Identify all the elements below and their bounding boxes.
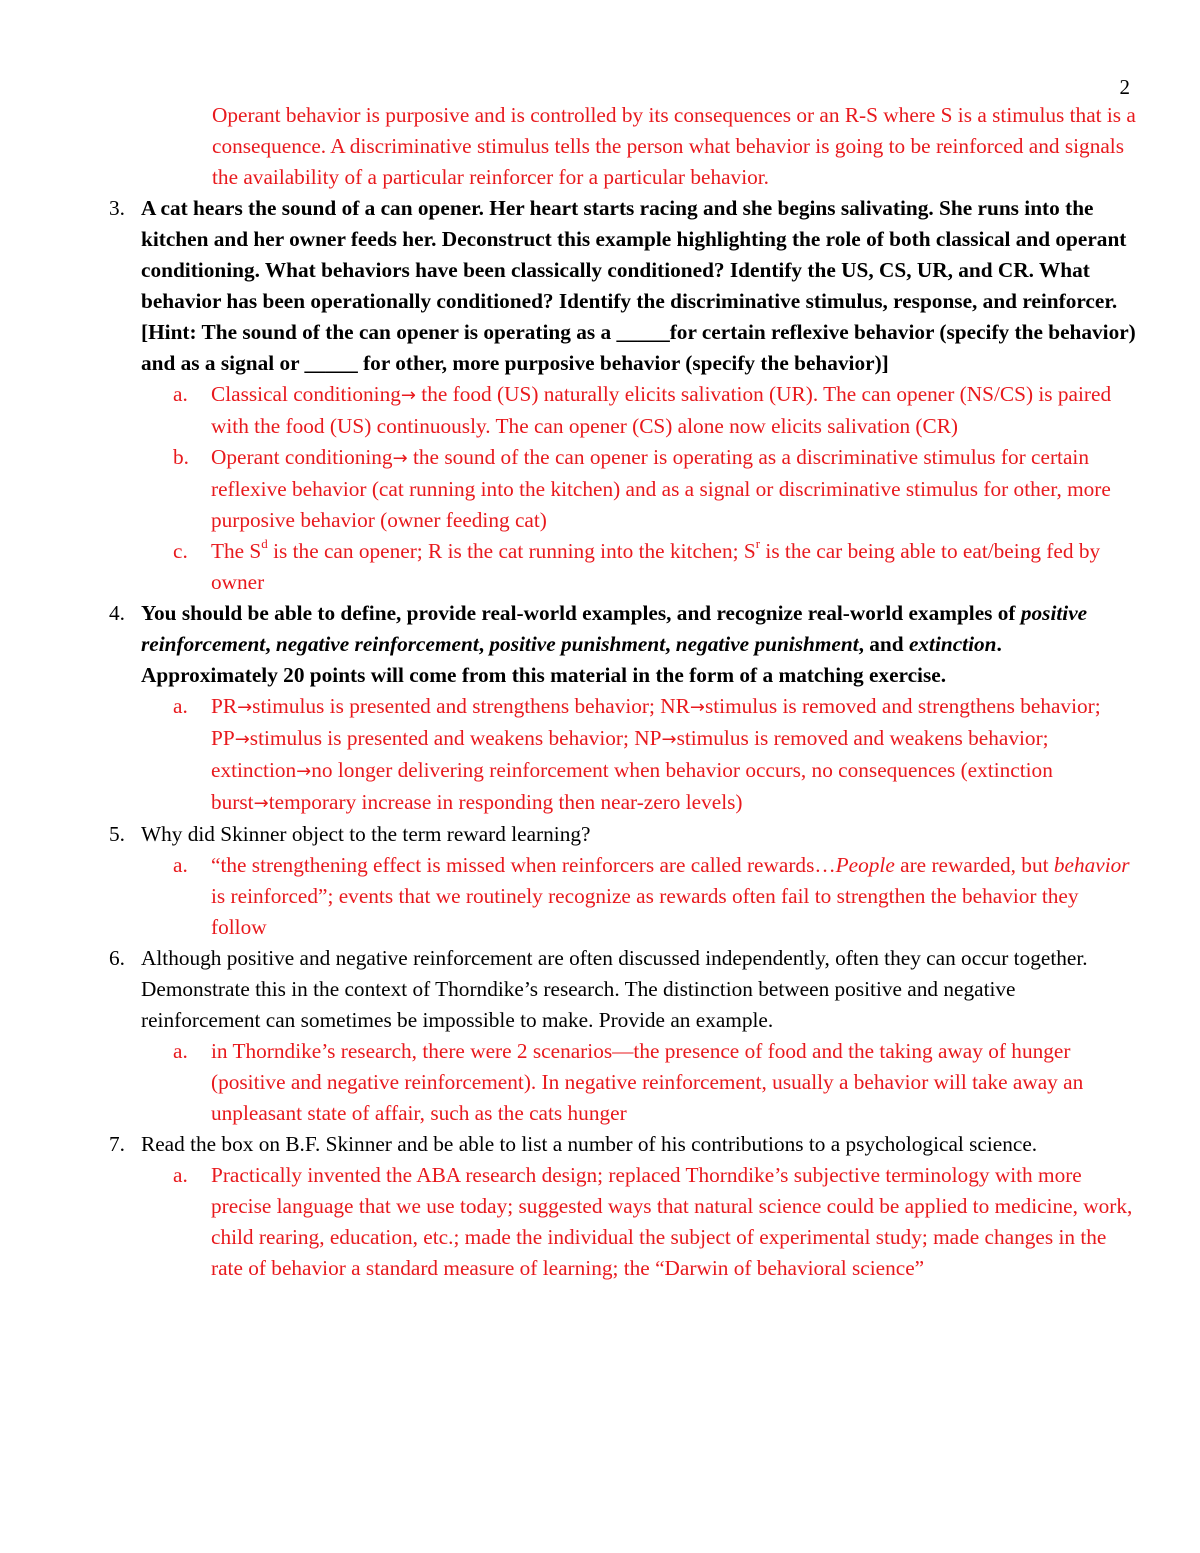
arrow-right-icon: → bbox=[253, 793, 269, 814]
answer-3c bbox=[98, 536, 1138, 598]
answer-text: temporary increase in responding then near-zero levels) bbox=[268, 790, 743, 814]
separator: , bbox=[265, 632, 276, 656]
superscript: r bbox=[755, 535, 761, 551]
separator: , bbox=[478, 632, 490, 656]
term: extinction bbox=[908, 632, 997, 656]
separator: , bbox=[665, 632, 676, 656]
answer-text: stimulus is removed and weakens behavior; extinction bbox=[211, 726, 1049, 782]
separator: , and bbox=[858, 632, 909, 656]
question-number: 3. bbox=[109, 196, 125, 220]
question-text: . Approximately 20 points will come from this material in the form of a matching exercise. bbox=[141, 632, 1002, 687]
answer-text: is the car being able to eat/being fed by owner bbox=[211, 539, 1101, 594]
answer-letter: a. bbox=[173, 1163, 188, 1187]
answer-text: is the can opener; R is the cat running into the kitchen; S bbox=[267, 539, 756, 563]
answer-3b bbox=[98, 442, 1138, 536]
emphasis: behavior bbox=[1053, 853, 1130, 877]
question-number: 7. bbox=[109, 1132, 125, 1156]
answer-text: no longer delivering reinforcement when behavior occurs, no consequences (extinction burst bbox=[211, 758, 1053, 814]
document-content bbox=[98, 100, 1138, 1284]
question-text: A cat hears the sound of a can opener. Her heart starts racing and she begins salivating. She runs into the kitchen and her owner feeds her. Deconstruct this example highlighting the role of both classical and operant conditioning. What behaviors have been classically conditioned? Identify the US, CS, UR, and CR. What behavior has been operationally conditioned? Identify the discriminative stimulus, response, and reinforcer. [Hint: The sound of the can opener is operating as a _____for certain reflexive behavior (specify the behavior) and as a signal or _____ for other, more purposive behavior (specify the behavior)] bbox=[141, 196, 1136, 375]
question-text: Read the box on B.F. Skinner and be able to list a number of his contributions to a psychological science. bbox=[141, 1132, 1038, 1156]
answer-letter: a. bbox=[173, 694, 188, 718]
question-text: Although positive and negative reinforcement are often discussed independently, often they can occur together. Demonstrate this in the context of Thorndike’s research. The distinction between positive and negative reinforcement can sometimes be impossible to make. Provide an example. bbox=[141, 946, 1088, 1032]
answer-letter: a. bbox=[173, 382, 188, 406]
term: negative reinforcement bbox=[275, 632, 479, 656]
answer-4a bbox=[98, 691, 1138, 819]
answer-7a bbox=[98, 1160, 1138, 1284]
question-number: 6. bbox=[109, 946, 125, 970]
term: positive reinforcement bbox=[141, 601, 1088, 656]
question-number: 4. bbox=[109, 601, 125, 625]
term: negative punishment bbox=[675, 632, 859, 656]
answer-text: in Thorndike’s research, there were 2 scenarios—the presence of food and the taking away of hunger (positive and negative reinforcement). In negative reinforcement, usually a behavior will take away an unpleasant state of affair, such as the cats hunger bbox=[211, 1039, 1084, 1125]
question-4 bbox=[98, 598, 1138, 691]
question-text: You should be able to define, provide real-world examples, and recognize real-world examples of bbox=[141, 601, 1021, 625]
answer-text: are rewarded, but bbox=[894, 853, 1054, 877]
answer-text: stimulus is presented and weakens behavior; NP bbox=[249, 726, 662, 750]
intro-answer: Operant behavior is purposive and is controlled by its consequences or an R-S where S is a stimulus that is a consequence. A discriminative stimulus tells the person what behavior is going to be reinforced and signals the availability of a particular reinforcer for a particular behavior. bbox=[212, 103, 1136, 189]
answer-letter: b. bbox=[173, 445, 189, 469]
emphasis: People bbox=[835, 853, 895, 877]
arrow-right-icon: → bbox=[296, 761, 312, 782]
question-text: Why did Skinner object to the term reward learning? bbox=[141, 822, 591, 846]
question-6 bbox=[98, 943, 1138, 1036]
answer-6a bbox=[98, 1036, 1138, 1129]
question-number: 5. bbox=[109, 822, 125, 846]
answer-text: is reinforced”; events that we routinely recognize as rewards often fail to strengthen the behavior they follow bbox=[211, 884, 1079, 939]
answer-text: PR bbox=[211, 694, 238, 718]
answer-letter: c. bbox=[173, 539, 188, 563]
answer-3a bbox=[98, 379, 1138, 442]
answer-text: the sound of the can opener is operating as a discriminative stimulus for certain reflexive behavior (cat running into the kitchen) and as a signal or discriminative stimulus for other, more purposive behavior (owner feeding cat) bbox=[211, 445, 1111, 532]
arrow-right-icon: → bbox=[392, 448, 408, 469]
arrow-right-icon: → bbox=[661, 729, 677, 750]
answer-text: “the strengthening effect is missed when reinforcers are called rewards… bbox=[211, 853, 836, 877]
answer-text: The S bbox=[211, 539, 262, 563]
question-5 bbox=[98, 819, 1138, 850]
arrow-right-icon: → bbox=[400, 385, 416, 406]
superscript: d bbox=[261, 535, 268, 551]
arrow-right-icon: → bbox=[689, 697, 705, 718]
arrow-right-icon: → bbox=[237, 697, 253, 718]
answer-text: stimulus is removed and strengthens behavior; PP bbox=[211, 694, 1101, 750]
term: positive punishment bbox=[489, 632, 666, 656]
question-7 bbox=[98, 1129, 1138, 1160]
answer-letter: a. bbox=[173, 853, 188, 877]
arrow-right-icon: → bbox=[234, 729, 250, 750]
answer-letter: a. bbox=[173, 1039, 188, 1063]
answer-text: stimulus is presented and strengthens behavior; NR bbox=[252, 694, 690, 718]
answer-lead: Operant conditioning bbox=[211, 445, 393, 469]
answer-text: the food (US) naturally elicits salivation (UR). The can opener (NS/CS) is paired with the food (US) continuously. The can opener (CS) alone now elicits salivation (CR) bbox=[211, 382, 1112, 438]
page-number: 2 bbox=[1119, 75, 1130, 99]
question-3 bbox=[98, 193, 1138, 379]
answer-5a bbox=[98, 850, 1138, 943]
answer-lead: Classical conditioning bbox=[211, 382, 401, 406]
answer-text: Practically invented the ABA research design; replaced Thorndike’s subjective terminology with more precise language that we use today; suggested ways that natural science could be applied to medicine, work, child rearing, education, etc.; made the individual the subject of experimental study; made changes in the rate of behavior a standard measure of learning; the “Darwin of behavioral science” bbox=[211, 1163, 1133, 1280]
